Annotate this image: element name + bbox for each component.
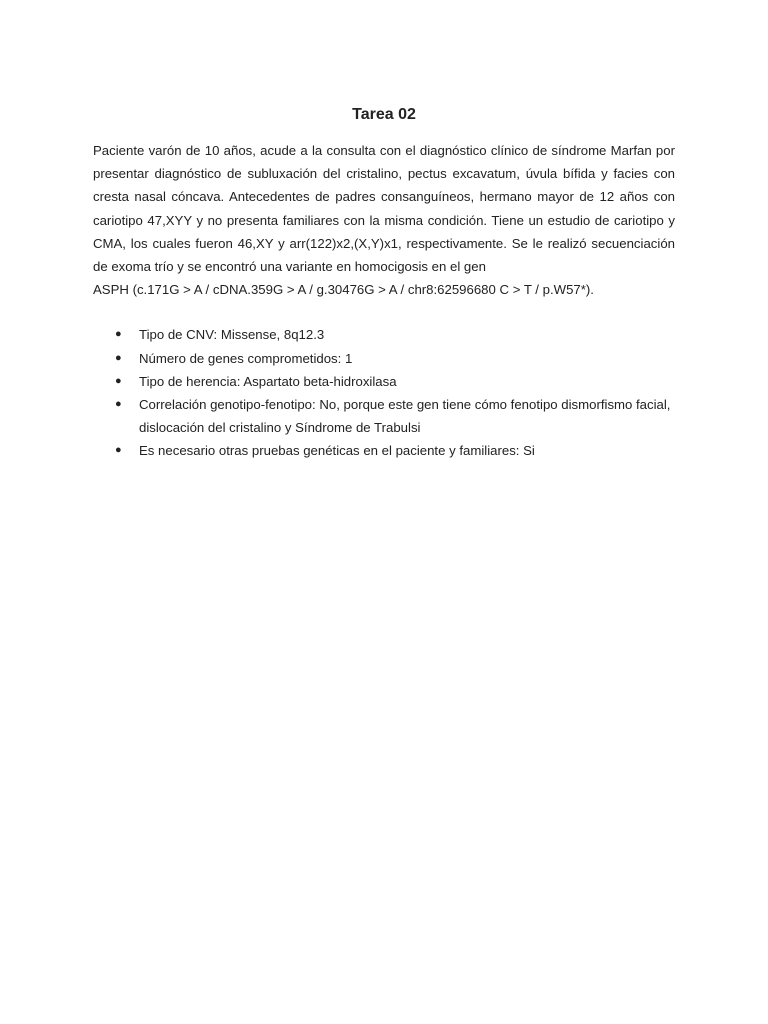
bullet-icon: ●: [115, 328, 122, 341]
bullet-icon: ●: [115, 444, 122, 457]
list-item-text: Es necesario otras pruebas genéticas en el paciente y familiares: Si: [139, 443, 535, 459]
list-item: [93, 323, 675, 346]
list-item: [93, 370, 675, 393]
case-description-paragraph: Paciente varón de 10 años, acude a la consulta con el diagnóstico clínico de síndrome Marfan por presentar diagnóstico de subluxación del cristalino, pectus excavatum, úvula bífida y facies con cresta nasal cóncava. Antecedentes de padres consanguíneos, hermano mayor de 12 años con cariotipo 47,XYY y no presenta familiares con la misma condición. Tiene un estudio de cariotipo y CMA, los cuales fueron 46,XY y arr(122)x2,(X,Y)x1, respectivamente. Se le realizó secuenciación de exoma trío y se encontró una variante en homocigosis en el gen: [93, 143, 675, 275]
bullet-icon: ●: [115, 374, 122, 387]
page-title: Tarea 02: [352, 106, 416, 123]
list-item-text: Tipo de herencia: Aspartato beta-hidroxilasa: [139, 373, 397, 389]
bullet-icon: ●: [115, 351, 122, 364]
list-item: [93, 393, 675, 439]
bullet-icon: ●: [115, 398, 122, 411]
list-item: [93, 347, 675, 370]
list-item: [93, 439, 675, 462]
list-item-text: Correlación genotipo-fenotipo: No, porque este gen tiene cómo fenotipo dismorfismo facial, dislocación del cristalino y Síndrome de Trabulsi: [139, 397, 671, 436]
findings-list: [93, 323, 675, 462]
list-item-text: Tipo de CNV: Missense, 8q12.3: [139, 327, 325, 343]
list-item-text: Número de genes comprometidos: 1: [139, 350, 353, 366]
variant-line: ASPH (c.171G > A / cDNA.359G > A / g.30476G > A / chr8:62596680 C > T / p.W57*).: [93, 282, 594, 298]
